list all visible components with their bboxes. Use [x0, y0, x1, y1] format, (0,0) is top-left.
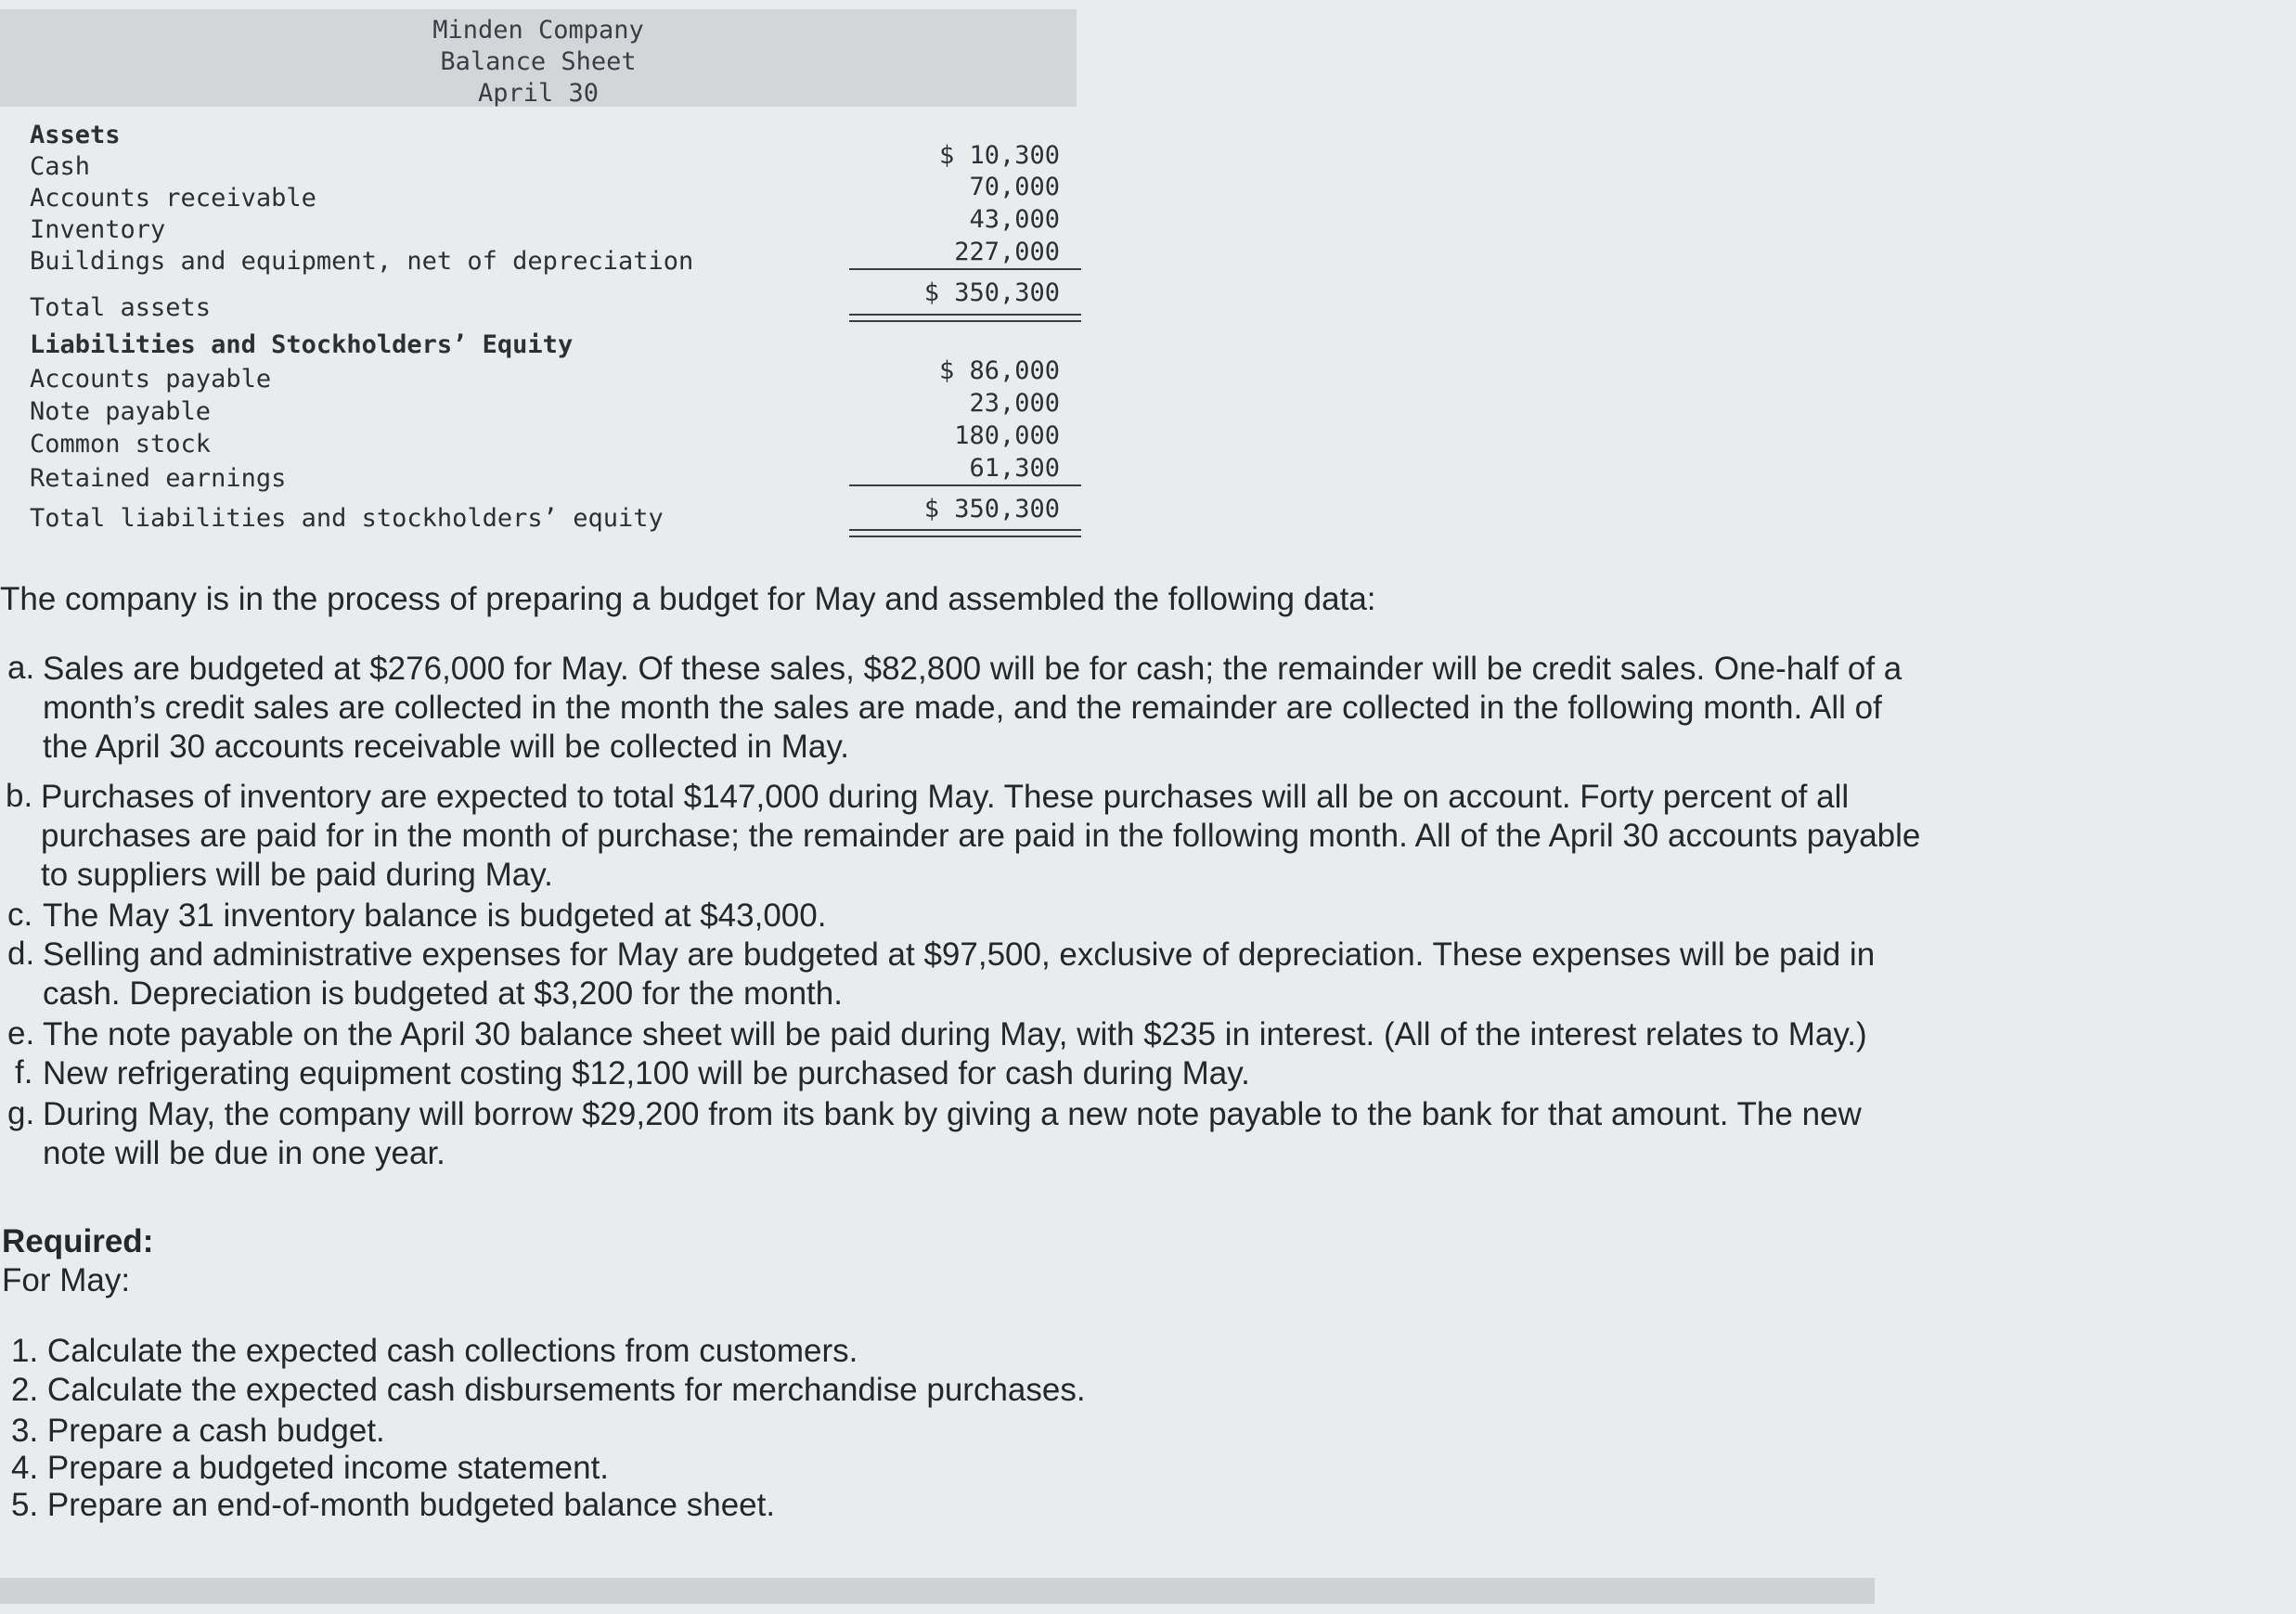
subtotal-rule [849, 268, 1081, 270]
liability-value: 61,300 [969, 454, 1060, 483]
item-line: cash. Depreciation is budgeted at $3,200 for the month. [43, 975, 843, 1012]
liability-label: Accounts payable [30, 365, 272, 394]
total-liabilities-label: Total liabilities and stockholders’ equity [30, 504, 664, 533]
task-item: 2. Calculate the expected cash disbursements for merchandise purchases. [11, 1372, 1086, 1408]
item-letter: a. [7, 650, 35, 686]
liability-value: $ 86,000 [938, 356, 1060, 385]
asset-label: Buildings and equipment, net of depreciation [30, 247, 694, 276]
assets-heading: Assets [30, 121, 121, 149]
item-letter: e. [7, 1015, 35, 1052]
subtotal-rule [849, 484, 1081, 486]
total-assets-value: $ 350,300 [923, 278, 1060, 307]
item-letter: f. [15, 1054, 33, 1091]
asset-value: $ 10,300 [938, 141, 1060, 170]
required-heading: Required: [2, 1223, 154, 1259]
asset-label: Cash [30, 152, 91, 181]
task-item: 3. Prepare a cash budget. [11, 1413, 385, 1449]
item-line: New refrigerating equipment costing $12,100 will be purchased for cash during May. [43, 1055, 1250, 1091]
total-liabilities-value: $ 350,300 [923, 495, 1060, 523]
bottom-scroll-bar [0, 1578, 1875, 1604]
statement-date: April 30 [477, 79, 600, 108]
liability-label: Common stock [30, 430, 212, 458]
task-item: 4. Prepare a budgeted income statement. [11, 1450, 610, 1486]
item-line: Sales are budgeted at $276,000 for May. Of these sales, $82,800 will be for cash; the remainder will be credit sales. One-half of a [43, 651, 1903, 687]
liability-value: 180,000 [954, 421, 1060, 450]
item-line: During May, the company will borrow $29,200 from its bank by giving a new note payable to the bank for that amount. The new [43, 1096, 1862, 1132]
statement-name: Balance Sheet [440, 47, 637, 76]
item-line: the April 30 accounts receivable will be collected in May. [43, 729, 849, 765]
task-item: 1. Calculate the expected cash collections from customers. [11, 1333, 858, 1369]
asset-value: 227,000 [954, 238, 1060, 266]
intro-text: The company is in the process of preparing a budget for May and assembled the following data: [0, 581, 1376, 617]
balance-sheet-title [0, 15, 1077, 110]
liabilities-heading: Liabilities and Stockholders’ Equity [30, 330, 574, 359]
item-line: month’s credit sales are collected in the month the sales are made, and the remainder are collected in the following month. All of [43, 690, 1882, 726]
required-subheading: For May: [2, 1262, 131, 1298]
company-name: Minden Company [432, 16, 644, 45]
item-line: note will be due in one year. [43, 1135, 445, 1171]
liability-label: Retained earnings [30, 464, 287, 493]
asset-label: Accounts receivable [30, 184, 316, 213]
item-letter: c. [7, 897, 33, 933]
liability-value: 23,000 [969, 389, 1060, 418]
task-item: 5. Prepare an end-of-month budgeted balance sheet. [11, 1487, 776, 1523]
item-line: Purchases of inventory are expected to total $147,000 during May. These purchases will all be on account. Forty percent of all [41, 779, 1850, 815]
asset-value: 70,000 [969, 173, 1060, 201]
total-double-rule [849, 529, 1081, 537]
asset-label: Inventory [30, 215, 166, 244]
item-line: to suppliers will be paid during May. [41, 857, 553, 893]
item-letter: g. [7, 1095, 35, 1131]
asset-value: 43,000 [969, 205, 1060, 234]
item-line: purchases are paid for in the month of purchase; the remainder are paid in the following month. All of the April 30 accounts payable [41, 818, 1921, 854]
item-line: The note payable on the April 30 balance sheet will be paid during May, with $235 in interest. (All of the interest relates to May.) [43, 1016, 1867, 1052]
item-letter: d. [7, 936, 35, 972]
item-letter: b. [6, 778, 33, 814]
item-line: The May 31 inventory balance is budgeted at $43,000. [43, 897, 827, 934]
total-double-rule [849, 314, 1081, 322]
liability-label: Note payable [30, 397, 212, 426]
total-assets-label: Total assets [30, 293, 212, 322]
item-line: Selling and administrative expenses for May are budgeted at $97,500, exclusive of depreciation. These expenses will be paid in [43, 936, 1876, 973]
